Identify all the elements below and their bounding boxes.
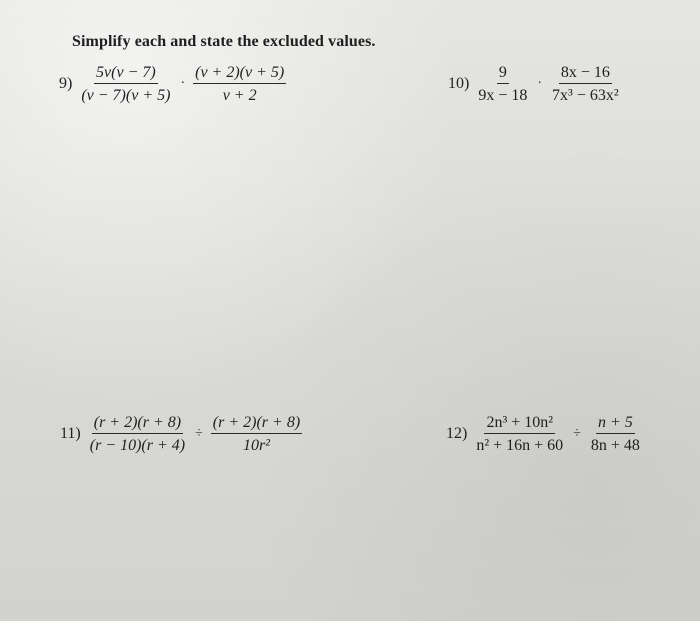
right-denominator: 10r² bbox=[242, 437, 270, 454]
right-fraction bbox=[587, 413, 644, 455]
left-fraction bbox=[474, 63, 531, 105]
right-fraction bbox=[191, 63, 288, 105]
left-fraction bbox=[77, 63, 174, 105]
right-numerator: (r + 2)(r + 8) bbox=[211, 413, 302, 434]
problem-number: 12) bbox=[446, 425, 468, 442]
right-denominator: 8n + 48 bbox=[590, 437, 640, 454]
instructions-heading: Simplify each and state the excluded values. bbox=[72, 33, 376, 50]
operator: · bbox=[180, 76, 186, 91]
left-numerator: (r + 2)(r + 8) bbox=[92, 413, 183, 434]
left-fraction bbox=[472, 413, 567, 455]
problem-9 bbox=[59, 63, 288, 105]
right-denominator: v + 2 bbox=[222, 87, 257, 104]
problem-10 bbox=[448, 63, 623, 105]
left-denominator: (r − 10)(r + 4) bbox=[89, 437, 186, 454]
problem-11 bbox=[60, 413, 304, 455]
problem-12 bbox=[446, 413, 644, 455]
right-numerator: n + 5 bbox=[596, 413, 635, 434]
right-fraction bbox=[209, 413, 304, 455]
operator: ÷ bbox=[195, 426, 203, 441]
problem-number: 10) bbox=[448, 75, 470, 92]
left-numerator: 2n³ + 10n² bbox=[484, 413, 555, 434]
left-denominator: (v − 7)(v + 5) bbox=[81, 87, 171, 104]
right-numerator: 8x − 16 bbox=[559, 63, 612, 84]
operator: ÷ bbox=[573, 426, 581, 441]
left-numerator: 9 bbox=[497, 63, 509, 84]
left-denominator: 9x − 18 bbox=[478, 87, 528, 104]
problem-number: 11) bbox=[60, 425, 81, 442]
right-fraction bbox=[548, 63, 623, 105]
operator: · bbox=[537, 76, 543, 91]
right-denominator: 7x³ − 63x² bbox=[552, 87, 619, 104]
problem-number: 9) bbox=[59, 75, 73, 92]
right-numerator: (v + 2)(v + 5) bbox=[193, 63, 286, 84]
left-numerator: 5v(v − 7) bbox=[94, 63, 158, 84]
left-denominator: n² + 16n + 60 bbox=[476, 437, 564, 454]
left-fraction bbox=[86, 413, 189, 455]
